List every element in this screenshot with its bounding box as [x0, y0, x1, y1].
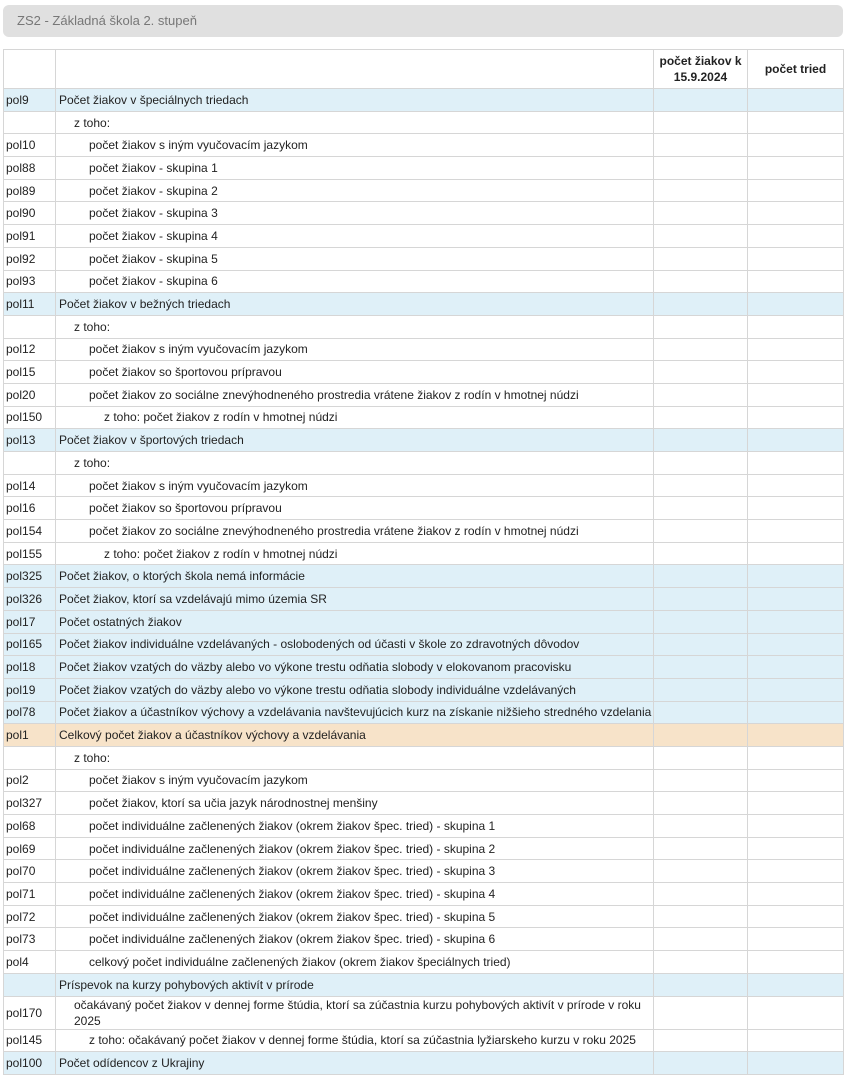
row-label: počet individuálne začlenených žiakov (okrem žiakov špec. tried) - skupina 2: [56, 837, 654, 860]
row-label: z toho: počet žiakov z rodín v hmotnej núdzi: [56, 406, 654, 429]
classes-count-cell[interactable]: [748, 474, 844, 497]
row-code: pol10: [4, 134, 56, 157]
row-label: počet žiakov so športovou prípravou: [56, 497, 654, 520]
pupils-count-cell[interactable]: [654, 792, 748, 815]
page-title: ZS2 - Základná škola 2. stupeň: [17, 13, 197, 28]
row-label: Počet žiakov vzatých do väzby alebo vo výkone trestu odňatia slobody v elokovanom pracovisku: [56, 656, 654, 679]
classes-count-cell[interactable]: [748, 746, 844, 769]
table-row: [4, 202, 844, 225]
row-code: pol165: [4, 633, 56, 656]
row-code: pol16: [4, 497, 56, 520]
classes-count-cell[interactable]: [748, 225, 844, 248]
row-code: pol18: [4, 656, 56, 679]
classes-count-cell[interactable]: [748, 815, 844, 838]
classes-count-cell[interactable]: [748, 928, 844, 951]
row-label: z toho: očakávaný počet žiakov v dennej forme štúdia, ktorí sa zúčastnia lyžiarskeho kurzu v roku 2025: [56, 1029, 654, 1052]
pupils-count-cell[interactable]: [654, 361, 748, 384]
table-row: [4, 89, 844, 112]
row-label: Počet žiakov, o ktorých škola nemá informácie: [56, 565, 654, 588]
pupils-count-cell[interactable]: [654, 746, 748, 769]
table-row: [4, 157, 844, 180]
pupils-count-cell[interactable]: [654, 905, 748, 928]
table-row: [4, 225, 844, 248]
data-table: [3, 49, 844, 1075]
row-code: [4, 746, 56, 769]
row-code: pol155: [4, 542, 56, 565]
row-code: pol11: [4, 293, 56, 316]
table-row: [4, 588, 844, 611]
table-row: [4, 452, 844, 475]
row-code: [4, 973, 56, 996]
pupils-count-cell[interactable]: [654, 973, 748, 996]
table-row: [4, 928, 844, 951]
classes-count-cell[interactable]: [748, 656, 844, 679]
row-code: pol14: [4, 474, 56, 497]
pupils-count-cell[interactable]: [654, 996, 748, 1029]
row-code: pol90: [4, 202, 56, 225]
row-label: počet individuálne začlenených žiakov (okrem žiakov špec. tried) - skupina 3: [56, 860, 654, 883]
classes-count-cell[interactable]: [748, 883, 844, 906]
row-label: počet individuálne začlenených žiakov (okrem žiakov špec. tried) - skupina 1: [56, 815, 654, 838]
pupils-count-cell[interactable]: [654, 157, 748, 180]
row-code: pol327: [4, 792, 56, 815]
col-header-pupils: počet žiakov k 15.9.2024: [654, 50, 748, 89]
pupils-count-cell[interactable]: [654, 837, 748, 860]
row-code: pol73: [4, 928, 56, 951]
pupils-count-cell[interactable]: [654, 383, 748, 406]
row-code: pol326: [4, 588, 56, 611]
pupils-count-cell[interactable]: [654, 1052, 748, 1075]
row-label: počet žiakov - skupina 4: [56, 225, 654, 248]
classes-count-cell[interactable]: [748, 1052, 844, 1075]
page-title-bar: [3, 5, 843, 37]
col-header-code: [4, 50, 56, 89]
row-code: pol92: [4, 247, 56, 270]
row-label: počet žiakov - skupina 3: [56, 202, 654, 225]
table-row: [4, 270, 844, 293]
pupils-count-cell[interactable]: [654, 951, 748, 974]
table-row: [4, 315, 844, 338]
row-code: pol154: [4, 520, 56, 543]
pupils-count-cell[interactable]: [654, 656, 748, 679]
classes-count-cell[interactable]: [748, 157, 844, 180]
table-row: [4, 406, 844, 429]
classes-count-cell[interactable]: [748, 996, 844, 1029]
row-code: pol1: [4, 724, 56, 747]
row-code: pol2: [4, 769, 56, 792]
row-label: Počet žiakov v špeciálnych triedach: [56, 89, 654, 112]
row-code: pol12: [4, 338, 56, 361]
col-header-description: [56, 50, 654, 89]
row-label: počet žiakov - skupina 2: [56, 179, 654, 202]
table-row: [4, 429, 844, 452]
row-code: pol170: [4, 996, 56, 1029]
row-label: počet žiakov - skupina 5: [56, 247, 654, 270]
classes-count-cell[interactable]: [748, 315, 844, 338]
row-code: pol88: [4, 157, 56, 180]
table-row: [4, 179, 844, 202]
classes-count-cell[interactable]: [748, 951, 844, 974]
table-row: [4, 111, 844, 134]
row-label: očakávaný počet žiakov v dennej forme štúdia, ktorí sa zúčastnia kurzu pohybových aktivít v prírode v roku 2025: [56, 996, 654, 1029]
table-row: [4, 633, 844, 656]
classes-count-cell[interactable]: [748, 724, 844, 747]
row-code: pol100: [4, 1052, 56, 1075]
pupils-count-cell[interactable]: [654, 678, 748, 701]
pupils-count-cell[interactable]: [654, 89, 748, 112]
row-code: pol78: [4, 701, 56, 724]
classes-count-cell[interactable]: [748, 134, 844, 157]
table-row: [4, 746, 844, 769]
row-code: pol19: [4, 678, 56, 701]
table-row: [4, 769, 844, 792]
row-code: [4, 452, 56, 475]
row-label: z toho:: [56, 452, 654, 475]
table-row: [4, 656, 844, 679]
classes-count-cell[interactable]: [748, 89, 844, 112]
pupils-count-cell[interactable]: [654, 338, 748, 361]
classes-count-cell[interactable]: [748, 792, 844, 815]
row-code: pol72: [4, 905, 56, 928]
pupils-count-cell[interactable]: [654, 633, 748, 656]
classes-count-cell[interactable]: [748, 202, 844, 225]
table-row: [4, 1029, 844, 1052]
table-row: [4, 905, 844, 928]
row-label: počet žiakov, ktorí sa učia jazyk národnostnej menšiny: [56, 792, 654, 815]
pupils-count-cell[interactable]: [654, 928, 748, 951]
row-label: počet žiakov s iným vyučovacím jazykom: [56, 338, 654, 361]
row-code: pol68: [4, 815, 56, 838]
pupils-count-cell[interactable]: [654, 247, 748, 270]
row-label: Počet žiakov individuálne vzdelávaných - oslobodených od účasti v škole zo zdravotných dôvodov: [56, 633, 654, 656]
classes-count-cell[interactable]: [748, 769, 844, 792]
pupils-count-cell[interactable]: [654, 701, 748, 724]
row-label: Celkový počet žiakov a účastníkov výchovy a vzdelávania: [56, 724, 654, 747]
row-code: pol17: [4, 610, 56, 633]
table-row: [4, 520, 844, 543]
row-label: Príspevok na kurzy pohybových aktivít v prírode: [56, 973, 654, 996]
row-code: pol69: [4, 837, 56, 860]
row-code: pol70: [4, 860, 56, 883]
pupils-count-cell[interactable]: [654, 111, 748, 134]
classes-count-cell[interactable]: [748, 678, 844, 701]
pupils-count-cell[interactable]: [654, 883, 748, 906]
row-code: pol93: [4, 270, 56, 293]
pupils-count-cell[interactable]: [654, 565, 748, 588]
classes-count-cell[interactable]: [748, 542, 844, 565]
table-row: [4, 474, 844, 497]
pupils-count-cell[interactable]: [654, 497, 748, 520]
pupils-count-cell[interactable]: [654, 815, 748, 838]
table-row: [4, 792, 844, 815]
table-row: [4, 338, 844, 361]
row-code: pol4: [4, 951, 56, 974]
classes-count-cell[interactable]: [748, 701, 844, 724]
table-row: [4, 973, 844, 996]
row-code: pol145: [4, 1029, 56, 1052]
row-code: [4, 315, 56, 338]
classes-count-cell[interactable]: [748, 293, 844, 316]
row-label: počet žiakov - skupina 6: [56, 270, 654, 293]
row-label: Počet žiakov a účastníkov výchovy a vzdelávania navštevujúcich kurz na získanie nižšieho stredného vzdelania: [56, 701, 654, 724]
table-row: [4, 1052, 844, 1075]
pupils-count-cell[interactable]: [654, 429, 748, 452]
classes-count-cell[interactable]: [748, 973, 844, 996]
row-code: pol89: [4, 179, 56, 202]
classes-count-cell[interactable]: [748, 452, 844, 475]
pupils-count-cell[interactable]: [654, 452, 748, 475]
pupils-count-cell[interactable]: [654, 293, 748, 316]
table-row: [4, 247, 844, 270]
row-label: počet individuálne začlenených žiakov (okrem žiakov špec. tried) - skupina 6: [56, 928, 654, 951]
table-row: [4, 293, 844, 316]
table-row: [4, 883, 844, 906]
row-label: počet žiakov zo sociálne znevýhodneného prostredia vrátene žiakov z rodín v hmotnej núdzi: [56, 383, 654, 406]
classes-count-cell[interactable]: [748, 1029, 844, 1052]
classes-count-cell[interactable]: [748, 247, 844, 270]
table-row: [4, 837, 844, 860]
pupils-count-cell[interactable]: [654, 134, 748, 157]
classes-count-cell[interactable]: [748, 520, 844, 543]
row-label: počet individuálne začlenených žiakov (okrem žiakov špec. tried) - skupina 4: [56, 883, 654, 906]
pupils-count-cell[interactable]: [654, 724, 748, 747]
row-label: z toho:: [56, 315, 654, 338]
table-row: [4, 383, 844, 406]
table-row: [4, 134, 844, 157]
row-label: Počet žiakov, ktorí sa vzdelávajú mimo územia SR: [56, 588, 654, 611]
pupils-count-cell[interactable]: [654, 588, 748, 611]
row-code: pol150: [4, 406, 56, 429]
table-row: [4, 815, 844, 838]
row-label: Počet žiakov vzatých do väzby alebo vo výkone trestu odňatia slobody individuálne vzdelávaných: [56, 678, 654, 701]
row-label: Počet žiakov v športových triedach: [56, 429, 654, 452]
row-label: Počet odídencov z Ukrajiny: [56, 1052, 654, 1075]
table-row: [4, 542, 844, 565]
classes-count-cell[interactable]: [748, 905, 844, 928]
table-row: [4, 497, 844, 520]
classes-count-cell[interactable]: [748, 270, 844, 293]
row-code: pol325: [4, 565, 56, 588]
pupils-count-cell[interactable]: [654, 225, 748, 248]
table-row: [4, 361, 844, 384]
pupils-count-cell[interactable]: [654, 520, 748, 543]
row-label: počet žiakov zo sociálne znevýhodneného prostredia vrátene žiakov z rodín v hmotnej núdzi: [56, 520, 654, 543]
pupils-count-cell[interactable]: [654, 270, 748, 293]
pupils-count-cell[interactable]: [654, 202, 748, 225]
table-row: [4, 701, 844, 724]
row-code: pol15: [4, 361, 56, 384]
table-row: [4, 565, 844, 588]
pupils-count-cell[interactable]: [654, 1029, 748, 1052]
table-header-row: [4, 50, 844, 89]
row-code: pol20: [4, 383, 56, 406]
row-label: z toho: počet žiakov z rodín v hmotnej núdzi: [56, 542, 654, 565]
classes-count-cell[interactable]: [748, 179, 844, 202]
row-label: z toho:: [56, 746, 654, 769]
classes-count-cell[interactable]: [748, 406, 844, 429]
classes-count-cell[interactable]: [748, 383, 844, 406]
table-row-total: [4, 724, 844, 747]
row-label: počet žiakov - skupina 1: [56, 157, 654, 180]
classes-count-cell[interactable]: [748, 588, 844, 611]
row-code: pol13: [4, 429, 56, 452]
classes-count-cell[interactable]: [748, 837, 844, 860]
table-row: [4, 610, 844, 633]
col-header-classes: počet tried: [748, 50, 844, 89]
row-code: pol71: [4, 883, 56, 906]
row-label: počet žiakov s iným vyučovacím jazykom: [56, 474, 654, 497]
table-row: [4, 951, 844, 974]
row-label: počet žiakov s iným vyučovacím jazykom: [56, 769, 654, 792]
pupils-count-cell[interactable]: [654, 406, 748, 429]
row-label: z toho:: [56, 111, 654, 134]
row-label: počet žiakov s iným vyučovacím jazykom: [56, 134, 654, 157]
classes-count-cell[interactable]: [748, 633, 844, 656]
pupils-count-cell[interactable]: [654, 474, 748, 497]
table-row: [4, 678, 844, 701]
pupils-count-cell[interactable]: [654, 860, 748, 883]
row-label: celkový počet individuálne začlenených žiakov (okrem žiakov špeciálnych tried): [56, 951, 654, 974]
classes-count-cell[interactable]: [748, 497, 844, 520]
classes-count-cell[interactable]: [748, 111, 844, 134]
pupils-count-cell[interactable]: [654, 542, 748, 565]
row-code: [4, 111, 56, 134]
table-row: [4, 996, 844, 1029]
classes-count-cell[interactable]: [748, 338, 844, 361]
pupils-count-cell[interactable]: [654, 610, 748, 633]
row-label: Počet žiakov v bežných triedach: [56, 293, 654, 316]
classes-count-cell[interactable]: [748, 860, 844, 883]
row-label: počet žiakov so športovou prípravou: [56, 361, 654, 384]
row-code: pol91: [4, 225, 56, 248]
pupils-count-cell[interactable]: [654, 179, 748, 202]
row-code: pol9: [4, 89, 56, 112]
pupils-count-cell[interactable]: [654, 769, 748, 792]
row-label: počet individuálne začlenených žiakov (okrem žiakov špec. tried) - skupina 5: [56, 905, 654, 928]
classes-count-cell[interactable]: [748, 610, 844, 633]
classes-count-cell[interactable]: [748, 361, 844, 384]
table-row: [4, 860, 844, 883]
row-label: Počet ostatných žiakov: [56, 610, 654, 633]
classes-count-cell[interactable]: [748, 429, 844, 452]
classes-count-cell[interactable]: [748, 565, 844, 588]
pupils-count-cell[interactable]: [654, 315, 748, 338]
